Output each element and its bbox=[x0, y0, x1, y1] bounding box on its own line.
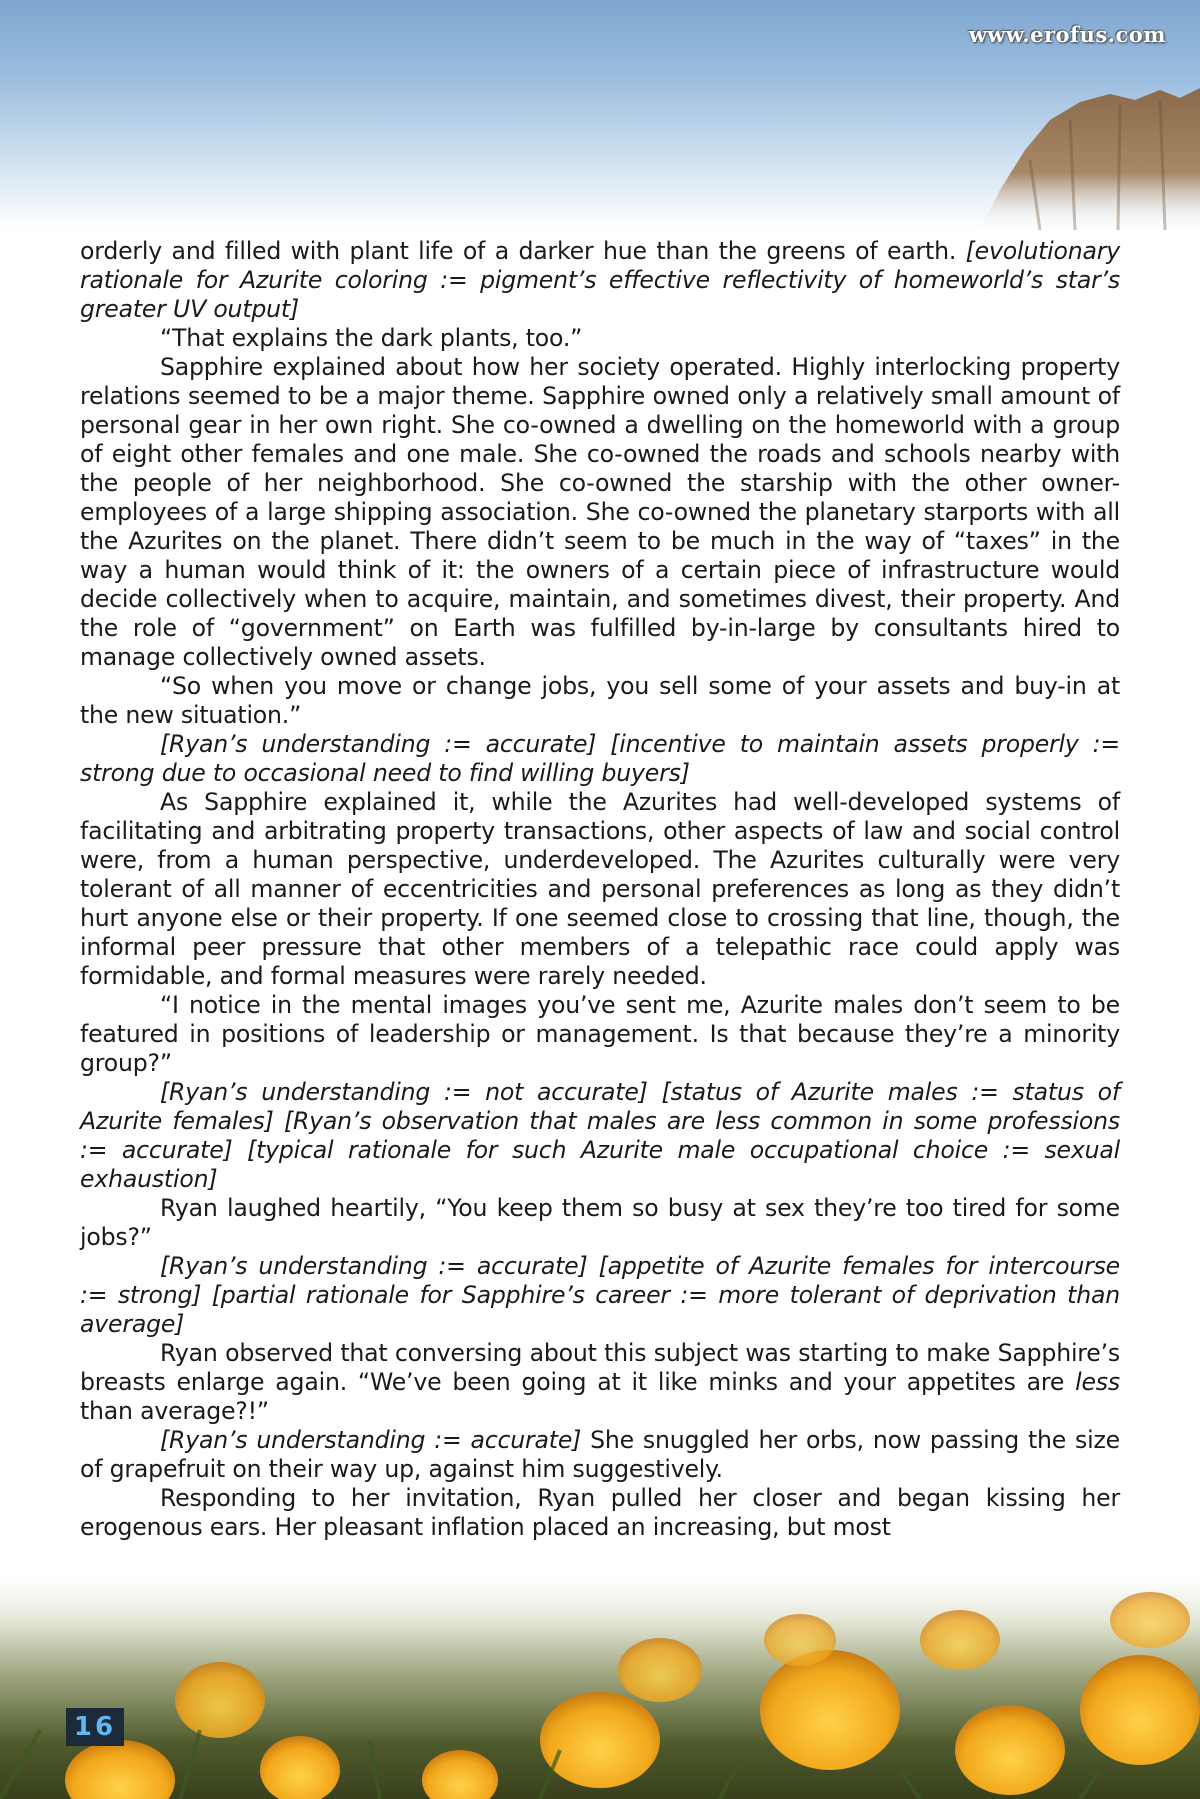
text-run: As Sapphire explained it, while the Azurites had well-developed systems of facilitating and arbitrating property transactions, other aspects of law and social control were, from a human perspective, underdeveloped. The Azurites culturally were very tolerant of all manner of eccentricities and personal preferences as long as they didn’t hurt anyone else or their property. If one seemed close to crossing that line, though, the informal peer pressure that other members of a telepathic race could apply was formidable, and formal measures were rarely needed. bbox=[80, 788, 1120, 990]
paragraph bbox=[80, 353, 1120, 672]
paragraph bbox=[80, 1078, 1120, 1194]
text-run: than average?!” bbox=[80, 1397, 269, 1425]
text-run: Sapphire explained about how her society operated. Highly interlocking property relations seemed to be a major theme. Sapphire owned only a relatively small amount of personal gear in her own right. She co-owned a dwelling on the homeworld with a group of eight other females and one male. She co-owned the roads and schools nearby with the people of her neighborhood. She co-owned the starship with the other owner-employees of a large shipping association. She co-owned the planetary starports with all the Azurites on the planet. There didn’t seem to be much in the way of “taxes” in the way a human would think of it: the owners of a certain piece of infrastructure would decide collectively when to acquire, maintain, and sometimes divest, their property. And the role of “government” on Earth was fulfilled by-in-large by consultants hired to manage collectively owned assets. bbox=[80, 353, 1120, 671]
rock-cliff-image bbox=[970, 80, 1200, 230]
italic-text: [evolutionary rationale for Azurite coloring := pigment’s effective reflectivity of homeworld’s star’s greater UV output] bbox=[80, 237, 1120, 323]
paragraph bbox=[80, 1194, 1120, 1252]
paragraph bbox=[80, 237, 1120, 324]
italic-text: [Ryan’s understanding := accurate] bbox=[160, 1426, 582, 1454]
italic-text: less bbox=[1075, 1368, 1120, 1396]
text-run: “So when you move or change jobs, you sell some of your assets and buy-in at the new situation.” bbox=[80, 672, 1120, 729]
paragraph bbox=[80, 991, 1120, 1078]
paragraph bbox=[80, 1252, 1120, 1339]
watermark: www.erofus.com bbox=[968, 22, 1166, 47]
text-run: Ryan observed that conversing about this subject was starting to make Sapphire’s breasts enlarge again. “We’ve been going at it like minks and your appetites are bbox=[80, 1339, 1120, 1396]
page-number: 16 bbox=[66, 1708, 124, 1746]
text-run: orderly and filled with plant life of a darker hue than the greens of earth. bbox=[80, 237, 966, 265]
footer-flower-field bbox=[0, 1580, 1200, 1799]
paragraph bbox=[80, 1426, 1120, 1484]
paragraph bbox=[80, 1339, 1120, 1426]
text-run: Ryan laughed heartily, “You keep them so busy at sex they’re too tired for some jobs?” bbox=[80, 1194, 1120, 1251]
body-text bbox=[80, 237, 1120, 1542]
text-run: Responding to her invitation, Ryan pulled her closer and began kissing her erogenous ears. Her pleasant inflation placed an increasing, but most bbox=[80, 1484, 1120, 1541]
text-run: “I notice in the mental images you’ve sent me, Azurite males don’t seem to be featured in positions of leadership or management. Is that because they’re a minority group?” bbox=[80, 991, 1120, 1077]
poppy-flowers-image bbox=[0, 1580, 1200, 1799]
paragraph bbox=[80, 672, 1120, 730]
paragraph bbox=[80, 788, 1120, 991]
paragraph bbox=[80, 324, 1120, 353]
paragraph bbox=[80, 730, 1120, 788]
paragraph bbox=[80, 1484, 1120, 1542]
text-run: “That explains the dark plants, too.” bbox=[160, 324, 583, 352]
italic-text: [Ryan’s understanding := accurate] [appetite of Azurite females for intercourse := strong] [partial rationale for Sapphire’s career := more tolerant of deprivation than average] bbox=[80, 1252, 1120, 1338]
text-run: She snuggled her orbs, now passing the size of grapefruit on their way up, against him suggestively. bbox=[80, 1426, 1120, 1483]
italic-text: [Ryan’s understanding := not accurate] [status of Azurite males := status of Azurite females] [Ryan’s observation that males are less common in some professions := accurate] [typical rationale for such Azurite male occupational choice := sexual exhaustion] bbox=[80, 1078, 1120, 1193]
header-sky-banner bbox=[0, 0, 1200, 230]
italic-text: [Ryan’s understanding := accurate] [incentive to maintain assets properly := strong due to occasional need to find willing buyers] bbox=[80, 730, 1120, 787]
